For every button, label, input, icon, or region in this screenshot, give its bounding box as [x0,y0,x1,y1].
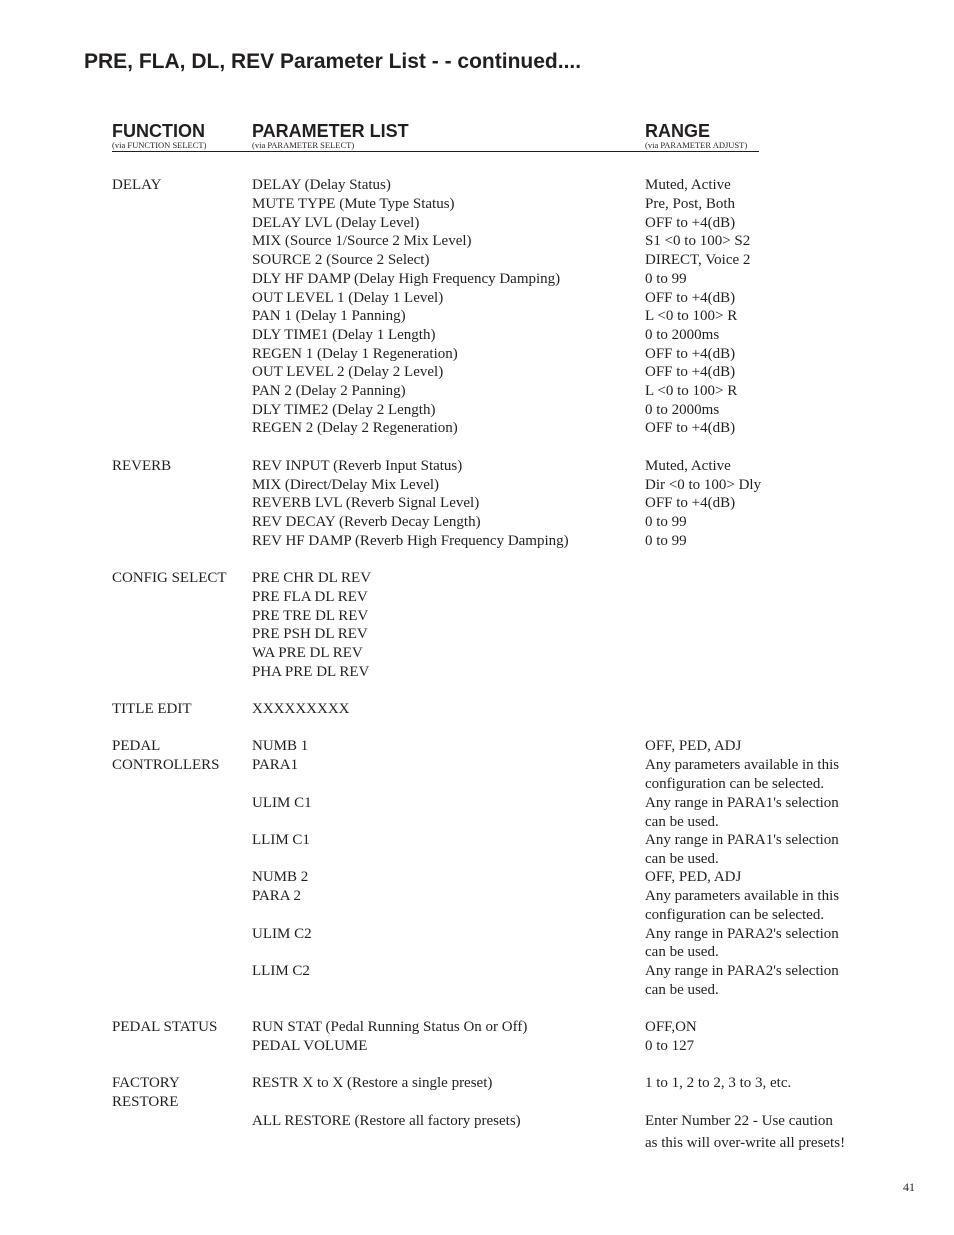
parameter-cell: ALL RESTORE (Restore all factory presets) [252,1113,521,1129]
parameter-cell: PRE CHR DL REV [252,570,372,586]
range-cell: OFF to +4(dB) [645,364,736,380]
range-cell: 0 to 2000ms [645,327,720,343]
range-cell: DIRECT, Voice 2 [645,252,751,268]
range-cell: 1 to 1, 2 to 2, 3 to 3, etc. [645,1075,792,1091]
range-cell: Any range in PARA1's selection [645,795,839,811]
parameter-header: PARAMETER LIST [252,121,409,141]
function-cell: PEDAL STATUS [112,1019,218,1035]
range-cell: Any range in PARA2's selection [645,926,839,942]
range-cell: 0 to 99 [645,514,687,530]
parameter-cell: PARA1 [252,757,299,773]
function-cell: FACTORY [112,1075,180,1091]
parameter-cell: REV DECAY (Reverb Decay Length) [252,514,481,530]
range-cell: OFF to +4(dB) [645,290,736,306]
range-cell: 0 to 127 [645,1038,695,1054]
range-cell: OFF,ON [645,1019,697,1035]
parameter-subheader: (via PARAMETER SELECT) [252,140,355,150]
function-cell: DELAY [112,177,162,193]
function-cell: PEDAL [112,738,161,754]
parameter-cell: SOURCE 2 (Source 2 Select) [252,252,430,268]
parameter-cell: WA PRE DL REV [252,645,363,661]
range-cell: L <0 to 100> R [645,383,738,399]
function-cell: RESTORE [112,1094,179,1110]
range-cell: OFF to +4(dB) [645,346,736,362]
range-cell: 0 to 99 [645,271,687,287]
function-cell: CONTROLLERS [112,757,220,773]
range-cell: Any parameters available in this [645,888,840,904]
range-cell: Enter Number 22 - Use caution [645,1113,833,1129]
range-cell: 0 to 2000ms [645,402,720,418]
parameter-cell: ULIM C2 [252,926,312,942]
parameter-cell: PAN 2 (Delay 2 Panning) [252,383,406,399]
parameter-cell: DELAY LVL (Delay Level) [252,215,420,231]
parameter-cell: PAN 1 (Delay 1 Panning) [252,308,406,324]
range-cell: can be used. [645,851,719,867]
parameter-cell: REGEN 1 (Delay 1 Regeneration) [252,346,458,362]
range-cell: OFF to +4(dB) [645,420,736,436]
range-cell: configuration can be selected. [645,907,825,923]
parameter-cell: PRE FLA DL REV [252,589,368,605]
range-cell: Any range in PARA2's selection [645,963,839,979]
parameter-cell: PEDAL VOLUME [252,1038,368,1054]
parameter-cell: OUT LEVEL 1 (Delay 1 Level) [252,290,444,306]
page-number: 41 [903,1180,915,1194]
parameter-cell: REGEN 2 (Delay 2 Regeneration) [252,420,458,436]
parameter-cell: DELAY (Delay Status) [252,177,391,193]
range-cell: can be used. [645,944,719,960]
parameter-cell: RUN STAT (Pedal Running Status On or Off) [252,1019,528,1035]
range-cell: Pre, Post, Both [645,196,736,212]
range-cell: as this will over-write all presets! [645,1135,846,1151]
parameter-cell: PRE PSH DL REV [252,626,368,642]
parameter-cell: REVERB LVL (Reverb Signal Level) [252,495,480,511]
parameter-cell: ULIM C1 [252,795,312,811]
range-cell: Muted, Active [645,458,731,474]
range-cell: OFF to +4(dB) [645,215,736,231]
range-cell: configuration can be selected. [645,776,825,792]
function-header: FUNCTION [112,121,205,141]
parameter-cell: REV INPUT (Reverb Input Status) [252,458,463,474]
parameter-cell: PRE TRE DL REV [252,608,369,624]
parameter-cell: XXXXXXXXX [252,701,350,717]
header-divider [112,151,759,152]
range-cell: OFF to +4(dB) [645,495,736,511]
parameter-cell: RESTR X to X (Restore a single preset) [252,1075,493,1091]
parameter-cell: MIX (Direct/Delay Mix Level) [252,477,440,493]
function-cell: CONFIG SELECT [112,570,227,586]
parameter-cell: MIX (Source 1/Source 2 Mix Level) [252,233,472,249]
parameter-cell: NUMB 2 [252,869,309,885]
parameter-cell: DLY TIME2 (Delay 2 Length) [252,402,436,418]
parameter-cell: REV HF DAMP (Reverb High Frequency Damping) [252,533,569,549]
range-cell: 0 to 99 [645,533,687,549]
function-cell: REVERB [112,458,172,474]
range-subheader: (via PARAMETER ADJUST) [645,140,748,150]
range-cell: can be used. [645,982,719,998]
parameter-cell: PARA 2 [252,888,302,904]
parameter-cell: MUTE TYPE (Mute Type Status) [252,196,455,212]
parameter-cell: LLIM C2 [252,963,310,979]
range-header: RANGE [645,121,711,141]
page-title: PRE, FLA, DL, REV Parameter List - - continued.... [84,50,582,73]
range-cell: Dir <0 to 100> Dly [645,477,762,493]
parameter-cell: DLY HF DAMP (Delay High Frequency Damping) [252,271,561,287]
function-subheader: (via FUNCTION SELECT) [112,140,207,150]
range-cell: Any range in PARA1's selection [645,832,839,848]
range-cell: can be used. [645,814,719,830]
parameter-cell: LLIM C1 [252,832,310,848]
range-cell: S1 <0 to 100> S2 [645,233,751,249]
parameter-cell: PHA PRE DL REV [252,664,370,680]
range-cell: Any parameters available in this [645,757,840,773]
range-cell: L <0 to 100> R [645,308,738,324]
range-cell: OFF, PED, ADJ [645,869,742,885]
function-cell: TITLE EDIT [112,701,192,717]
range-cell: Muted, Active [645,177,731,193]
parameter-cell: NUMB 1 [252,738,309,754]
parameter-cell: DLY TIME1 (Delay 1 Length) [252,327,436,343]
range-cell: OFF, PED, ADJ [645,738,742,754]
parameter-cell: OUT LEVEL 2 (Delay 2 Level) [252,364,444,380]
